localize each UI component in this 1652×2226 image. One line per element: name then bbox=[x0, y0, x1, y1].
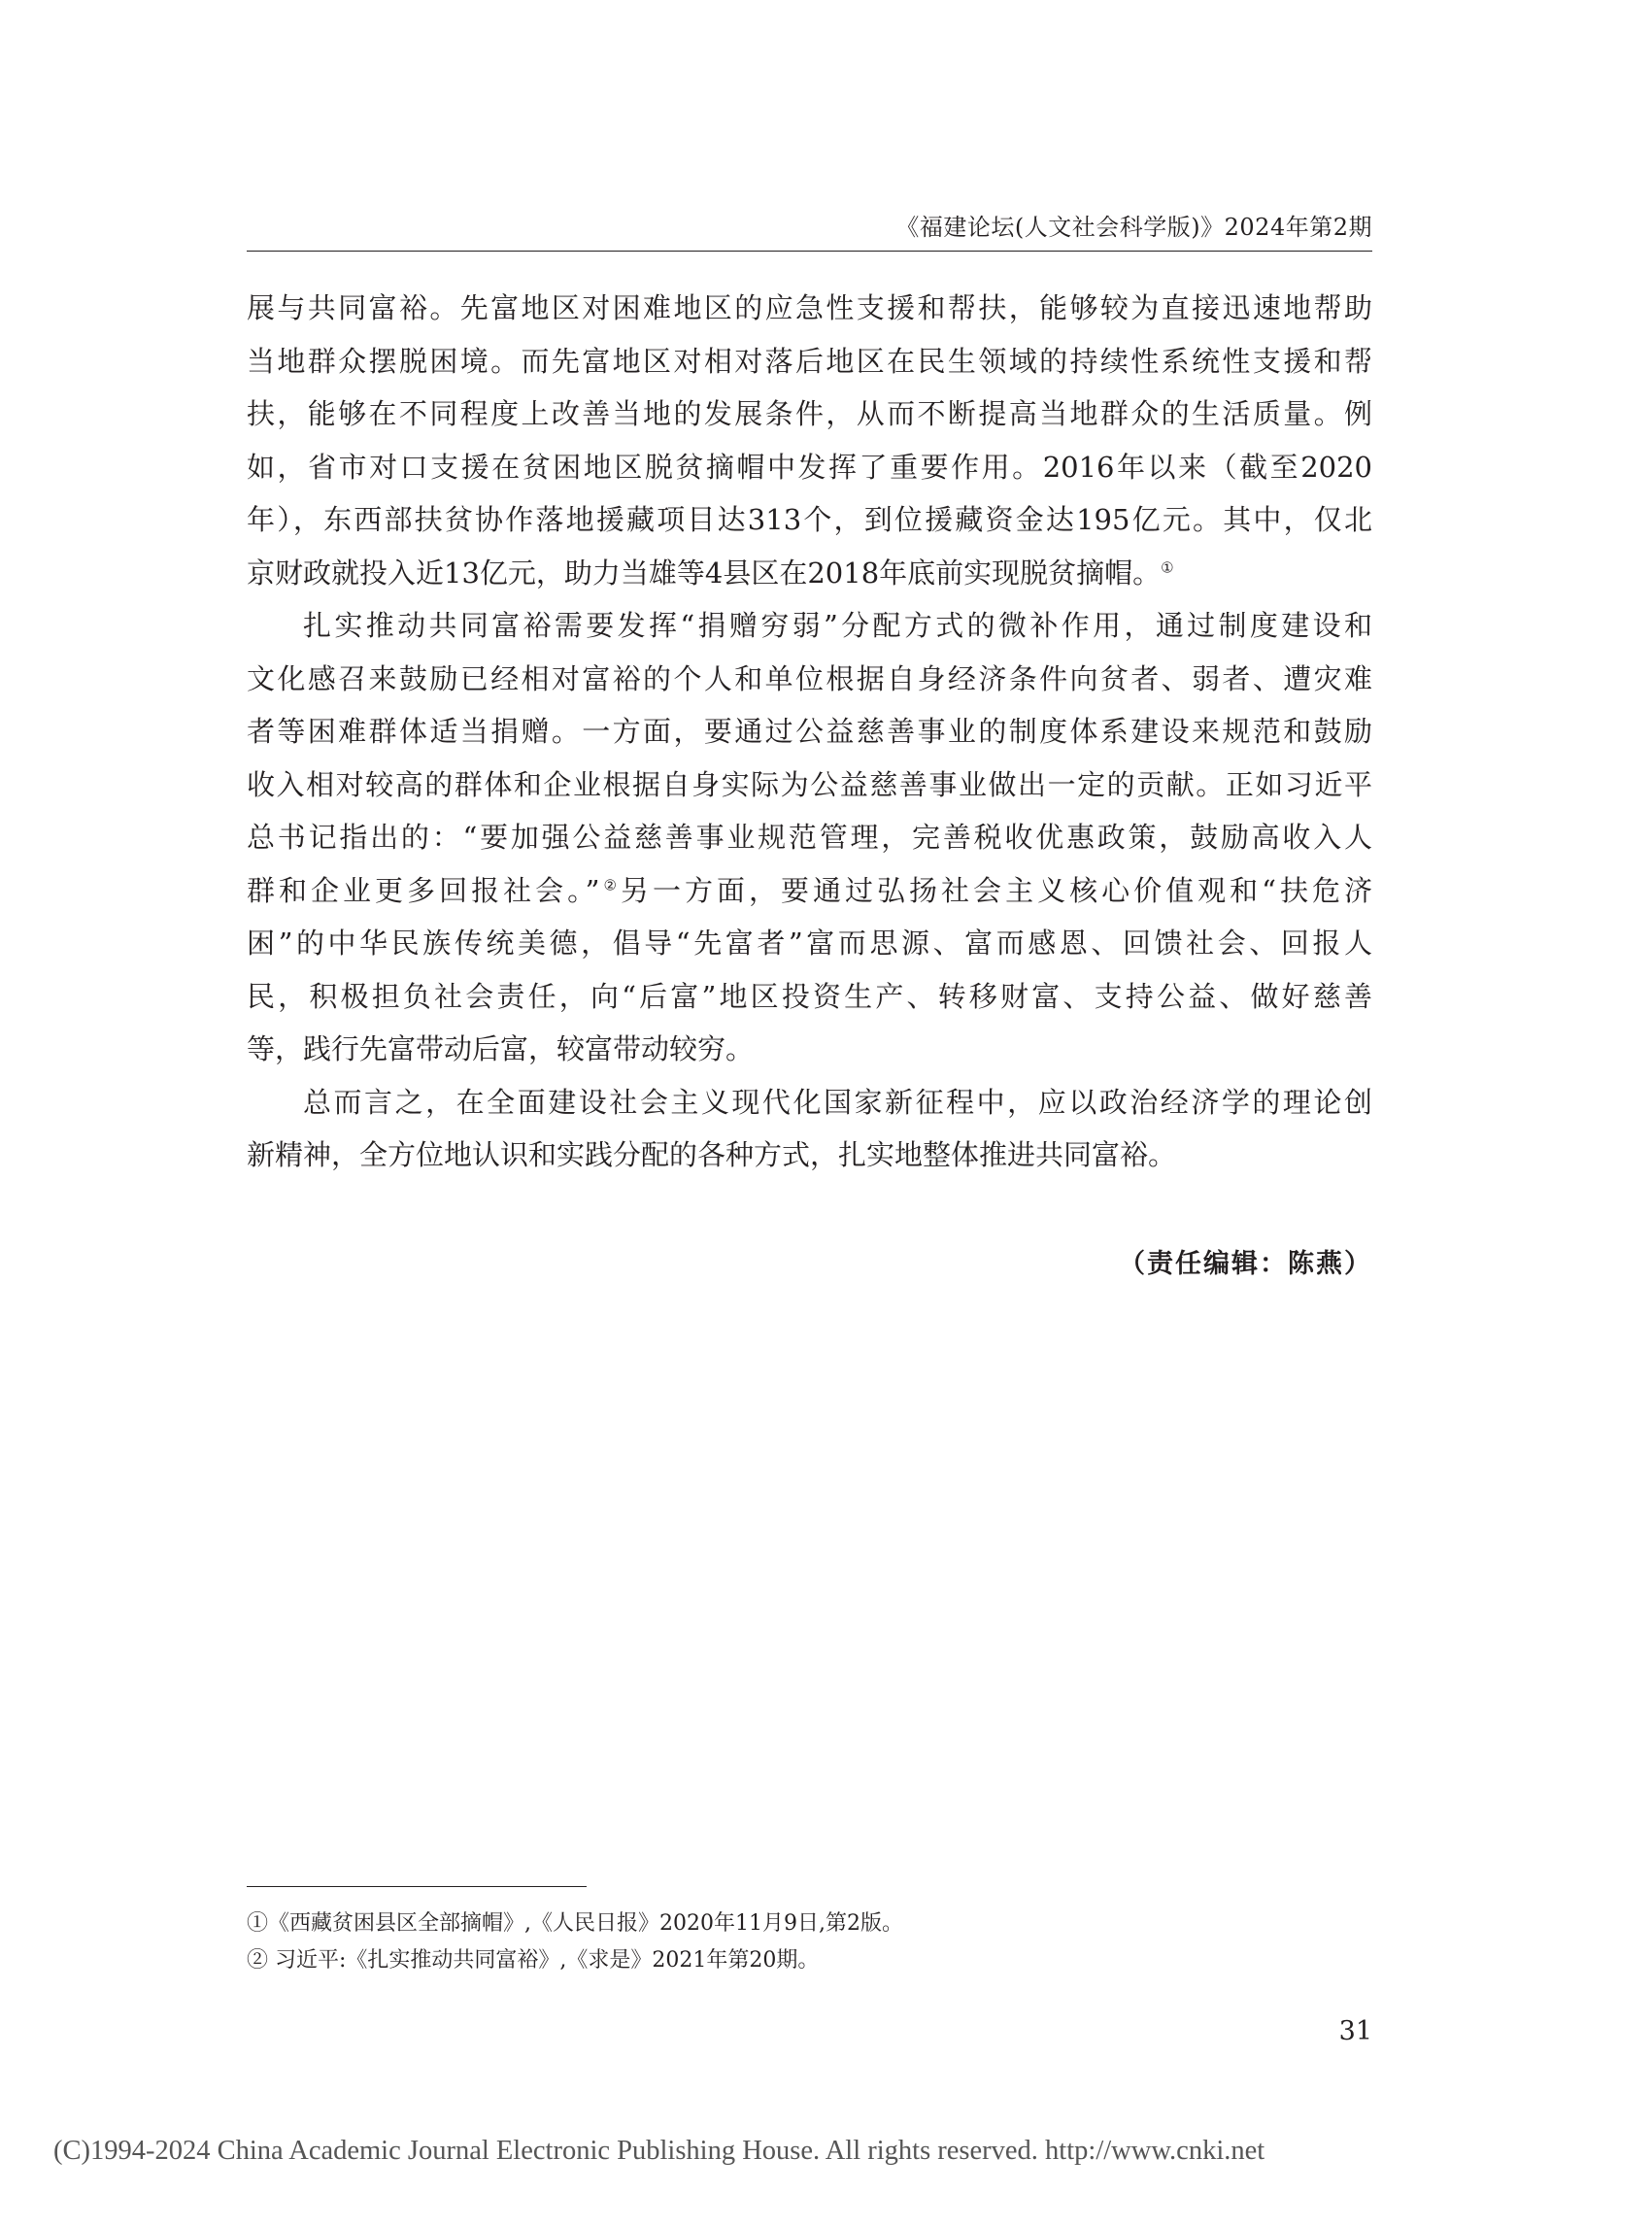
paragraph-2-line-1: 扎实推动共同富裕需要发挥“捐赠穷弱”分配方式的微补作用，通过制度建设和 bbox=[303, 609, 1372, 642]
paragraph-3-line-1: 总而言之，在全面建设社会主义现代化国家新征程中，应以政治经济学的理论创 bbox=[303, 1085, 1372, 1119]
paragraph-1-line-2: 当地群众摆脱困境。而先富地区对相对落后地区在民生领域的持续性系统性支援和帮 bbox=[247, 344, 1372, 378]
paragraph-2-line-5: 总书记指出的：“要加强公益慈善事业规范管理，完善税收优惠政策，鼓励高收入人 bbox=[247, 821, 1372, 854]
running-head: 《福建论坛(人文社会科学版)》2024年第2期 bbox=[895, 214, 1372, 241]
responsible-editor-note: （责任编辑：陈燕） bbox=[1119, 1249, 1372, 1279]
paragraph-1-line-1: 展与共同富裕。先富地区对困难地区的应急性支援和帮扶，能够较为直接迅速地帮助 bbox=[247, 291, 1372, 324]
paragraph-1-line-3: 扶，能够在不同程度上改善当地的发展条件，从而不断提高当地群众的生活质量。例 bbox=[247, 397, 1372, 430]
footnote-ref-2[interactable]: ② bbox=[599, 875, 621, 894]
paragraph-1-line-6 bbox=[247, 547, 1372, 600]
paragraph-3-line-2: 新精神，全方位地认识和实践分配的各种方式，扎实地整体推进共同富裕。 bbox=[247, 1138, 1177, 1171]
article-body bbox=[247, 282, 1372, 1182]
footnotes bbox=[247, 1906, 1372, 1979]
footnote-rule bbox=[247, 1886, 587, 1887]
paragraph-2-line-2: 文化感召来鼓励已经相对富裕的个人和单位根据自身经济条件向贫者、弱者、遭灾难 bbox=[247, 661, 1372, 695]
paragraph-2-line-7: 困”的中华民族传统美德，倡导“先富者”富而思源、富而感恩、回馈社会、回报人 bbox=[247, 927, 1372, 960]
footnote-ref-1[interactable]: ① bbox=[1161, 557, 1174, 576]
footnote-1: ①《西藏贫困县区全部摘帽》,《人民日报》2020年11月9日,第2版。 bbox=[247, 1911, 903, 1936]
footnote-2: ② 习近平:《扎实推动共同富裕》,《求是》2021年第20期。 bbox=[247, 1948, 820, 1973]
paragraph-2-line-6-after: 另一方面，要通过弘扬社会主义核心价值观和“扶危济 bbox=[620, 873, 1372, 907]
paragraph-1-line-4: 如，省市对口支援在贫困地区脱贫摘帽中发挥了重要作用。2016年以来（截至2020 bbox=[247, 450, 1372, 484]
paragraph-1-line-6-text: 京财政就投入近13亿元，助力当雄等4县区在2018年底前实现脱贫摘帽。 bbox=[247, 556, 1162, 590]
paragraph-2-line-4: 收入相对较高的群体和企业根据自身实际为公益慈善事业做出一定的贡献。正如习近平 bbox=[247, 767, 1372, 801]
page-number: 31 bbox=[1338, 2016, 1372, 2046]
paragraph-2-line-9: 等，践行先富带动后富，较富带动较穷。 bbox=[247, 1032, 755, 1065]
paragraph-1-line-5: 年），东西部扶贫协作落地援藏项目达313个，到位援藏资金达195亿元。其中，仅北 bbox=[247, 503, 1372, 536]
paragraph-2-line-3: 者等困难群体适当捐赠。一方面，要通过公益慈善事业的制度体系建设来规范和鼓励 bbox=[247, 715, 1372, 748]
paragraph-2-line-8: 民，积极担负社会责任，向“后富”地区投资生产、转移财富、支持公益、做好慈善 bbox=[247, 979, 1372, 1013]
paragraph-2-line-6-before: 群和企业更多回报社会。” bbox=[247, 873, 600, 907]
paragraph-2-line-6 bbox=[247, 864, 1372, 918]
copyright-notice: (C)1994-2024 China Academic Journal Electronic Publishing House. All rights reserved. http://www.cnki.net bbox=[53, 2136, 1265, 2166]
header-rule bbox=[247, 251, 1372, 252]
